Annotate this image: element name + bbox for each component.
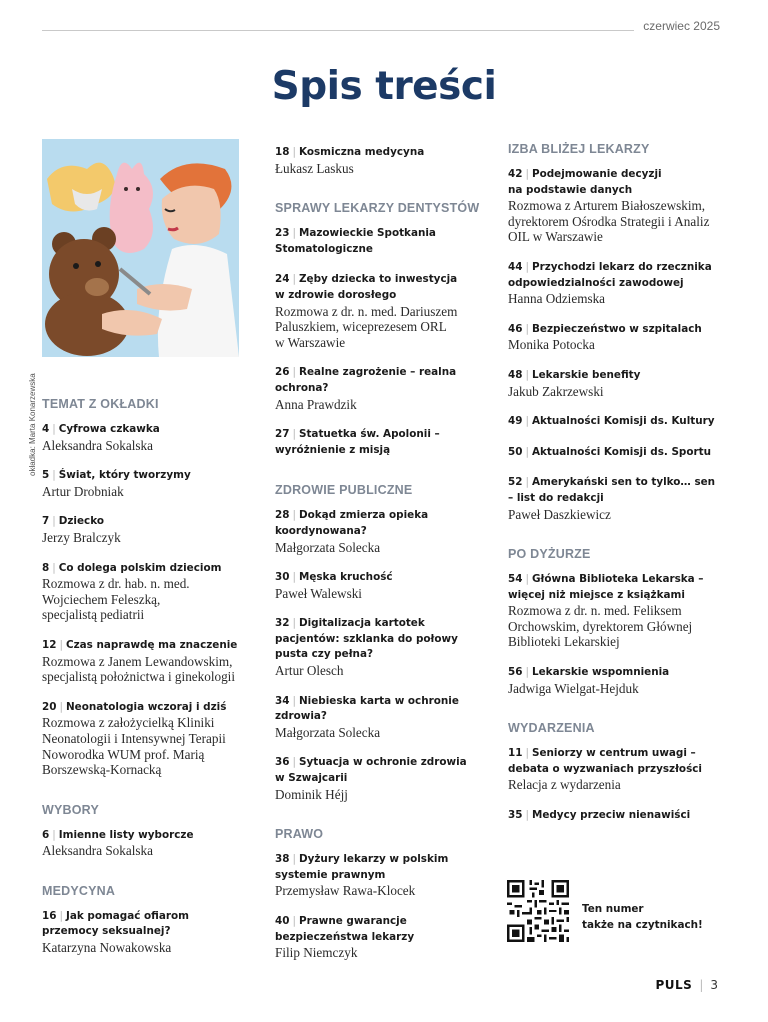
entry-title [508, 276, 733, 292]
separator: | [525, 476, 529, 489]
entry-byline: Relacja z wydarzenia [508, 777, 621, 793]
entry-title-text: Czas naprawdę ma znaczenie [65, 638, 238, 651]
entry-title [275, 570, 490, 586]
separator: | [292, 366, 296, 379]
toc-entry[interactable] [508, 572, 733, 650]
entry-byline: Neonatologii i Intensywnej Terapii [42, 730, 226, 746]
entry-byline: OIL w Warszawie [508, 229, 603, 245]
toc-entry[interactable] [508, 322, 733, 353]
section-heading: WYBORY [42, 802, 99, 817]
entry-title [508, 260, 733, 276]
entry-byline: Wojciechem Feleszką, [42, 591, 161, 607]
entry-byline: Biblioteki Lekarskiej [508, 634, 620, 650]
entry-byline: Jerzy Bralczyk [42, 529, 121, 545]
entry-title [42, 924, 247, 940]
page-ref: 30 [275, 571, 290, 584]
separator: | [525, 445, 529, 458]
toc-entry[interactable] [508, 808, 733, 824]
section-heading: PRAWO [275, 827, 324, 842]
entry-byline: Noworodka WUM prof. Marią [42, 746, 205, 762]
entry-byline: Monika Potocka [508, 337, 595, 353]
entry-title-text: koordynowana? [275, 524, 367, 537]
toc-entry[interactable] [275, 508, 490, 555]
toc-entry[interactable] [42, 909, 247, 956]
page-ref: 12 [42, 638, 57, 651]
separator: | [292, 756, 296, 769]
separator: | [525, 168, 529, 180]
toc-entry[interactable] [508, 475, 733, 522]
page-ref: 18 [275, 146, 290, 158]
entry-title [275, 868, 490, 884]
page-ref: 38 [275, 853, 290, 866]
entry-title-text: na podstawie danych [508, 183, 633, 196]
entry-title-text: – list do redakcji [508, 491, 604, 504]
page-ref: 7 [42, 515, 50, 528]
toc-entry[interactable] [42, 514, 247, 545]
toc-column-1 [42, 397, 247, 971]
toc-entry[interactable] [275, 427, 490, 458]
toc-entry[interactable] [275, 570, 490, 601]
page-ref: 35 [508, 809, 523, 822]
entry-byline: Rozmowa z dr. hab. n. med. [42, 576, 190, 592]
entry-byline: Aleksandra Sokalska [42, 437, 153, 453]
page-ref: 24 [275, 273, 290, 286]
entry-title [42, 828, 247, 844]
toc-entry[interactable] [275, 694, 490, 741]
separator: | [292, 694, 296, 707]
entry-byline: Anna Prawdzik [275, 396, 357, 412]
entry-title-text: zdrowia? [275, 710, 327, 723]
separator: | [525, 666, 529, 679]
separator: | [59, 700, 63, 713]
entry-title [275, 852, 490, 868]
page-ref: 20 [42, 700, 57, 713]
cover-illustration-art [42, 139, 239, 357]
separator: | [525, 573, 529, 586]
entry-title-text: Aktualności Komisji ds. Sportu [531, 445, 711, 458]
entry-byline: Jadwiga Wielgat-Hejduk [508, 680, 639, 696]
page-ref: 50 [508, 445, 523, 458]
toc-entry[interactable] [508, 167, 733, 245]
entry-title-text: Zęby dziecka to inwestycja [298, 273, 458, 286]
entry-title-text: Medycy przeciw nienawiści [531, 809, 691, 822]
entry-byline: Orchowskim, dyrektorem Głównej [508, 618, 693, 634]
entry-title [275, 771, 490, 787]
separator: | [292, 853, 296, 866]
entry-title [275, 524, 490, 540]
entry-title [42, 422, 247, 438]
toc-entry[interactable] [275, 365, 490, 412]
page-ref: 5 [42, 469, 50, 482]
toc-entry[interactable] [275, 145, 490, 176]
toc-entry[interactable] [275, 226, 490, 257]
entry-title [42, 638, 247, 654]
entry-title [275, 226, 490, 242]
entry-byline: Paweł Walewski [275, 585, 362, 601]
entry-title [508, 762, 733, 778]
entry-title-text: Lekarskie benefity [531, 368, 641, 381]
entry-title [42, 909, 247, 925]
entry-title-text: ochrona? [275, 381, 329, 394]
entry-title-text: Statuetka św. Apolonii – [298, 428, 440, 441]
entry-byline: Artur Drobniak [42, 483, 124, 499]
entry-title-text: Stomatologiczne [275, 242, 373, 255]
header-rule [42, 30, 634, 31]
entry-title [275, 755, 490, 771]
entry-title-text: Świat, który tworzymy [58, 469, 191, 482]
entry-title [275, 632, 490, 648]
entry-title-text: bezpieczeństwa lekarzy [275, 930, 415, 943]
entry-title-text: Dokąd zmierza opieka [298, 509, 429, 522]
entry-title-text: systemie prawnym [275, 868, 386, 881]
entry-byline: Jakub Zakrzewski [508, 383, 604, 399]
entry-title [508, 665, 733, 681]
section-heading: ZDROWIE PUBLICZNE [275, 483, 413, 498]
entry-title [275, 647, 490, 663]
entry-title [275, 365, 490, 381]
entry-title-text: w Szwajcarii [275, 772, 348, 785]
separator: | [292, 509, 296, 522]
page-ref: 11 [508, 747, 523, 760]
section-heading: TEMAT Z OKŁADKI [42, 397, 159, 411]
toc-entry[interactable] [275, 852, 490, 899]
entry-title [42, 514, 247, 530]
entry-byline: Rozmowa z dr. n. med. Feliksem [508, 603, 682, 619]
entry-byline: Rozmowa z Janem Lewandowskim, [42, 653, 233, 669]
entry-title-text: Neonatologia wczoraj i dziś [65, 700, 227, 713]
entry-byline: Rozmowa z założycielką Kliniki [42, 715, 215, 731]
entry-title-text: w zdrowie dorosłego [275, 288, 397, 301]
entry-byline: w Warszawie [275, 334, 346, 350]
separator: | [52, 828, 56, 841]
entry-title-text: Kosmiczna medycyna [298, 146, 425, 158]
entry-title-text: Męska kruchość [298, 571, 393, 584]
entry-title [275, 427, 490, 443]
entry-byline: Borszewską-Kornacką [42, 762, 162, 778]
separator: | [292, 915, 296, 927]
entry-title [508, 475, 733, 491]
entry-byline: Paweł Daszkiewicz [508, 506, 611, 522]
separator: | [292, 617, 296, 630]
entry-title-text: Co dolega polskim dzieciom [58, 561, 222, 574]
entry-title [508, 445, 733, 461]
page-ref: 16 [42, 909, 57, 922]
page-ref: 26 [275, 366, 290, 379]
entry-title [275, 709, 490, 725]
entry-byline: Rozmowa z Arturem Białoszewskim, [508, 198, 706, 214]
section-heading: IZBA BLIŻEJ LEKARZY [508, 142, 650, 156]
page-ref: 46 [508, 322, 523, 335]
entry-title [42, 468, 247, 484]
section-heading: SPRAWY LEKARZY DENTYSTÓW [275, 201, 480, 216]
entry-byline: Małgorzata Solecka [275, 539, 381, 555]
entry-title-text: więcej niż miejsce z książkami [508, 588, 685, 601]
entry-title [508, 322, 733, 338]
toc-entry[interactable] [42, 561, 247, 623]
entry-title-text: Prawne gwarancje [298, 915, 407, 927]
page-ref: 36 [275, 756, 290, 769]
entry-byline: Małgorzata Solecka [275, 724, 381, 740]
entry-title-text: debata o wyzwaniach przyszłości [508, 762, 702, 775]
toc-entry[interactable] [508, 260, 733, 307]
entry-title-text: Bezpieczeństwo w szpitalach [531, 322, 702, 335]
entry-title [42, 561, 247, 577]
entry-title [275, 616, 490, 632]
cover-illustration [42, 139, 239, 357]
entry-byline: Katarzyna Nowakowska [42, 940, 172, 956]
entry-title-text: pusta czy pełna? [275, 648, 373, 661]
page-ref: 48 [508, 368, 523, 381]
page-ref: 44 [508, 260, 523, 273]
entry-title [275, 381, 490, 397]
toc-entry[interactable] [508, 746, 733, 793]
entry-title-text: Digitalizacja kartotek [298, 617, 425, 630]
page-ref: 28 [275, 509, 290, 522]
entry-title [275, 694, 490, 710]
separator: | [292, 273, 296, 286]
entry-title [508, 167, 733, 183]
entry-byline: Artur Olesch [275, 663, 344, 679]
toc-entry[interactable] [275, 272, 490, 350]
entry-title [275, 272, 490, 288]
entry-byline: Przemysław Rawa-Klocek [275, 883, 416, 899]
section-heading: WYDARZENIA [508, 721, 595, 736]
entry-title-text: odpowiedzialności zawodowej [508, 276, 684, 289]
entry-byline: Rozmowa z dr. n. med. Dariuszem [275, 303, 458, 319]
entry-title-text: przemocy seksualnej? [42, 925, 171, 938]
entry-byline: Filip Niemczyk [275, 945, 358, 961]
entry-title-text: Realne zagrożenie – realna [298, 366, 457, 379]
entry-byline: Paluszkiem, wiceprezesem ORL [275, 319, 447, 335]
qr-code[interactable] [507, 880, 569, 942]
entry-title-text: Podejmowanie decyzji [531, 168, 662, 180]
separator: | [292, 146, 296, 158]
entry-title [275, 443, 490, 459]
page-ref: 4 [42, 423, 50, 435]
page-ref: 52 [508, 476, 523, 489]
entry-title-text: Cyfrowa czkawka [58, 423, 160, 435]
toc-column-2 [275, 145, 490, 976]
toc-entry[interactable] [275, 755, 490, 802]
section-heading: PO DYŻURZE [508, 547, 591, 562]
entry-title-text: Seniorzy w centrum uwagi – [531, 747, 696, 760]
toc-entry[interactable] [42, 828, 247, 859]
page-ref: 42 [508, 168, 523, 180]
toc-entry[interactable] [508, 445, 733, 461]
page-ref: 27 [275, 428, 290, 441]
entry-title [275, 914, 490, 930]
separator: | [525, 368, 529, 381]
entry-title-text: Przychodzi lekarz do rzecznika [531, 260, 712, 273]
toc-entry[interactable] [42, 468, 247, 499]
section-heading: MEDYCYNA [42, 883, 116, 898]
entry-title-text: Główna Biblioteka Lekarska – [531, 573, 704, 586]
entry-title-text: Lekarskie wspomnienia [531, 666, 670, 679]
separator: | [52, 423, 56, 435]
entry-title-text: Sytuacja w ochronie zdrowia [298, 756, 467, 769]
entry-byline: Dominik Héjj [275, 786, 348, 802]
page-ref: 54 [508, 573, 523, 586]
entry-title [508, 183, 733, 199]
toc-column-3 [508, 142, 733, 839]
entry-title-text: Aktualności Komisji ds. Kultury [531, 415, 715, 428]
entry-byline: dyrektorem Ośrodka Strategii i Analiz [508, 213, 710, 229]
entry-title-text: pacjentów: szklanka do połowy [275, 632, 458, 645]
toc-entry[interactable] [275, 914, 490, 961]
separator: | [525, 260, 529, 273]
page-ref: 34 [275, 694, 290, 707]
entry-title [508, 572, 733, 588]
issue-date: czerwiec 2025 [643, 19, 720, 33]
toc-entry[interactable] [275, 616, 490, 678]
page-ref: 23 [275, 227, 290, 240]
page-ref: 49 [508, 415, 523, 428]
separator: | [292, 571, 296, 584]
toc-entry[interactable] [508, 368, 733, 399]
separator: | [59, 909, 63, 922]
entry-title [508, 808, 733, 824]
entry-title-text: Dyżury lekarzy w polskim [298, 853, 449, 866]
entry-byline: specjalistą położnictwa i ginekologii [42, 669, 236, 685]
entry-title [508, 746, 733, 762]
page-ref: 6 [42, 828, 50, 841]
entry-byline: specjalistą pediatrii [42, 607, 145, 623]
page-ref: 32 [275, 617, 290, 630]
entry-title-text: Niebieska karta w ochronie [298, 694, 459, 707]
entry-title [42, 700, 247, 716]
entry-title-text: Dziecko [58, 515, 104, 528]
entry-byline: Łukasz Laskus [275, 160, 354, 176]
qr-note: Ten numer także na czytnikach! [582, 903, 703, 931]
separator: | [52, 469, 56, 482]
entry-title [275, 930, 490, 946]
entry-title [275, 242, 490, 258]
separator: | [52, 561, 56, 574]
entry-title [275, 145, 490, 161]
entry-title [275, 508, 490, 524]
separator: | [525, 415, 529, 428]
separator: | [525, 322, 529, 335]
entry-title [275, 288, 490, 304]
toc-entry[interactable] [508, 665, 733, 696]
entry-byline: Aleksandra Sokalska [42, 843, 153, 859]
entry-byline: Hanna Odziemska [508, 291, 606, 307]
toc-entry[interactable] [42, 638, 247, 685]
cover-credit: okładka: Marta Konarzewska [28, 373, 37, 476]
separator: | [59, 638, 63, 651]
separator: | [525, 747, 529, 760]
toc-entry[interactable] [508, 414, 733, 430]
separator: | [52, 515, 56, 528]
entry-title [508, 414, 733, 430]
page-ref: 40 [275, 915, 290, 927]
page-title: Spis treści [271, 64, 497, 109]
toc-entry[interactable] [42, 700, 247, 778]
separator: | [525, 809, 529, 822]
magazine-brand: PULS [655, 978, 693, 992]
separator: | [292, 428, 296, 441]
entry-title [508, 368, 733, 384]
entry-title-text: Jak pomagać ofiarom [65, 909, 189, 922]
footer: PULS | 3 [655, 978, 718, 992]
entry-title [508, 491, 733, 507]
separator: | [292, 227, 296, 240]
page-ref: 56 [508, 666, 523, 679]
toc-entry[interactable] [42, 422, 247, 453]
page-number: 3 [710, 978, 718, 992]
entry-title [508, 588, 733, 604]
page-ref: 8 [42, 561, 50, 574]
entry-title-text: Mazowieckie Spotkania [298, 227, 436, 240]
entry-title-text: wyróżnienie z misją [275, 443, 391, 456]
entry-title-text: Imienne listy wyborcze [58, 828, 194, 841]
entry-title-text: Amerykański sen to tylko… sen [531, 476, 716, 489]
